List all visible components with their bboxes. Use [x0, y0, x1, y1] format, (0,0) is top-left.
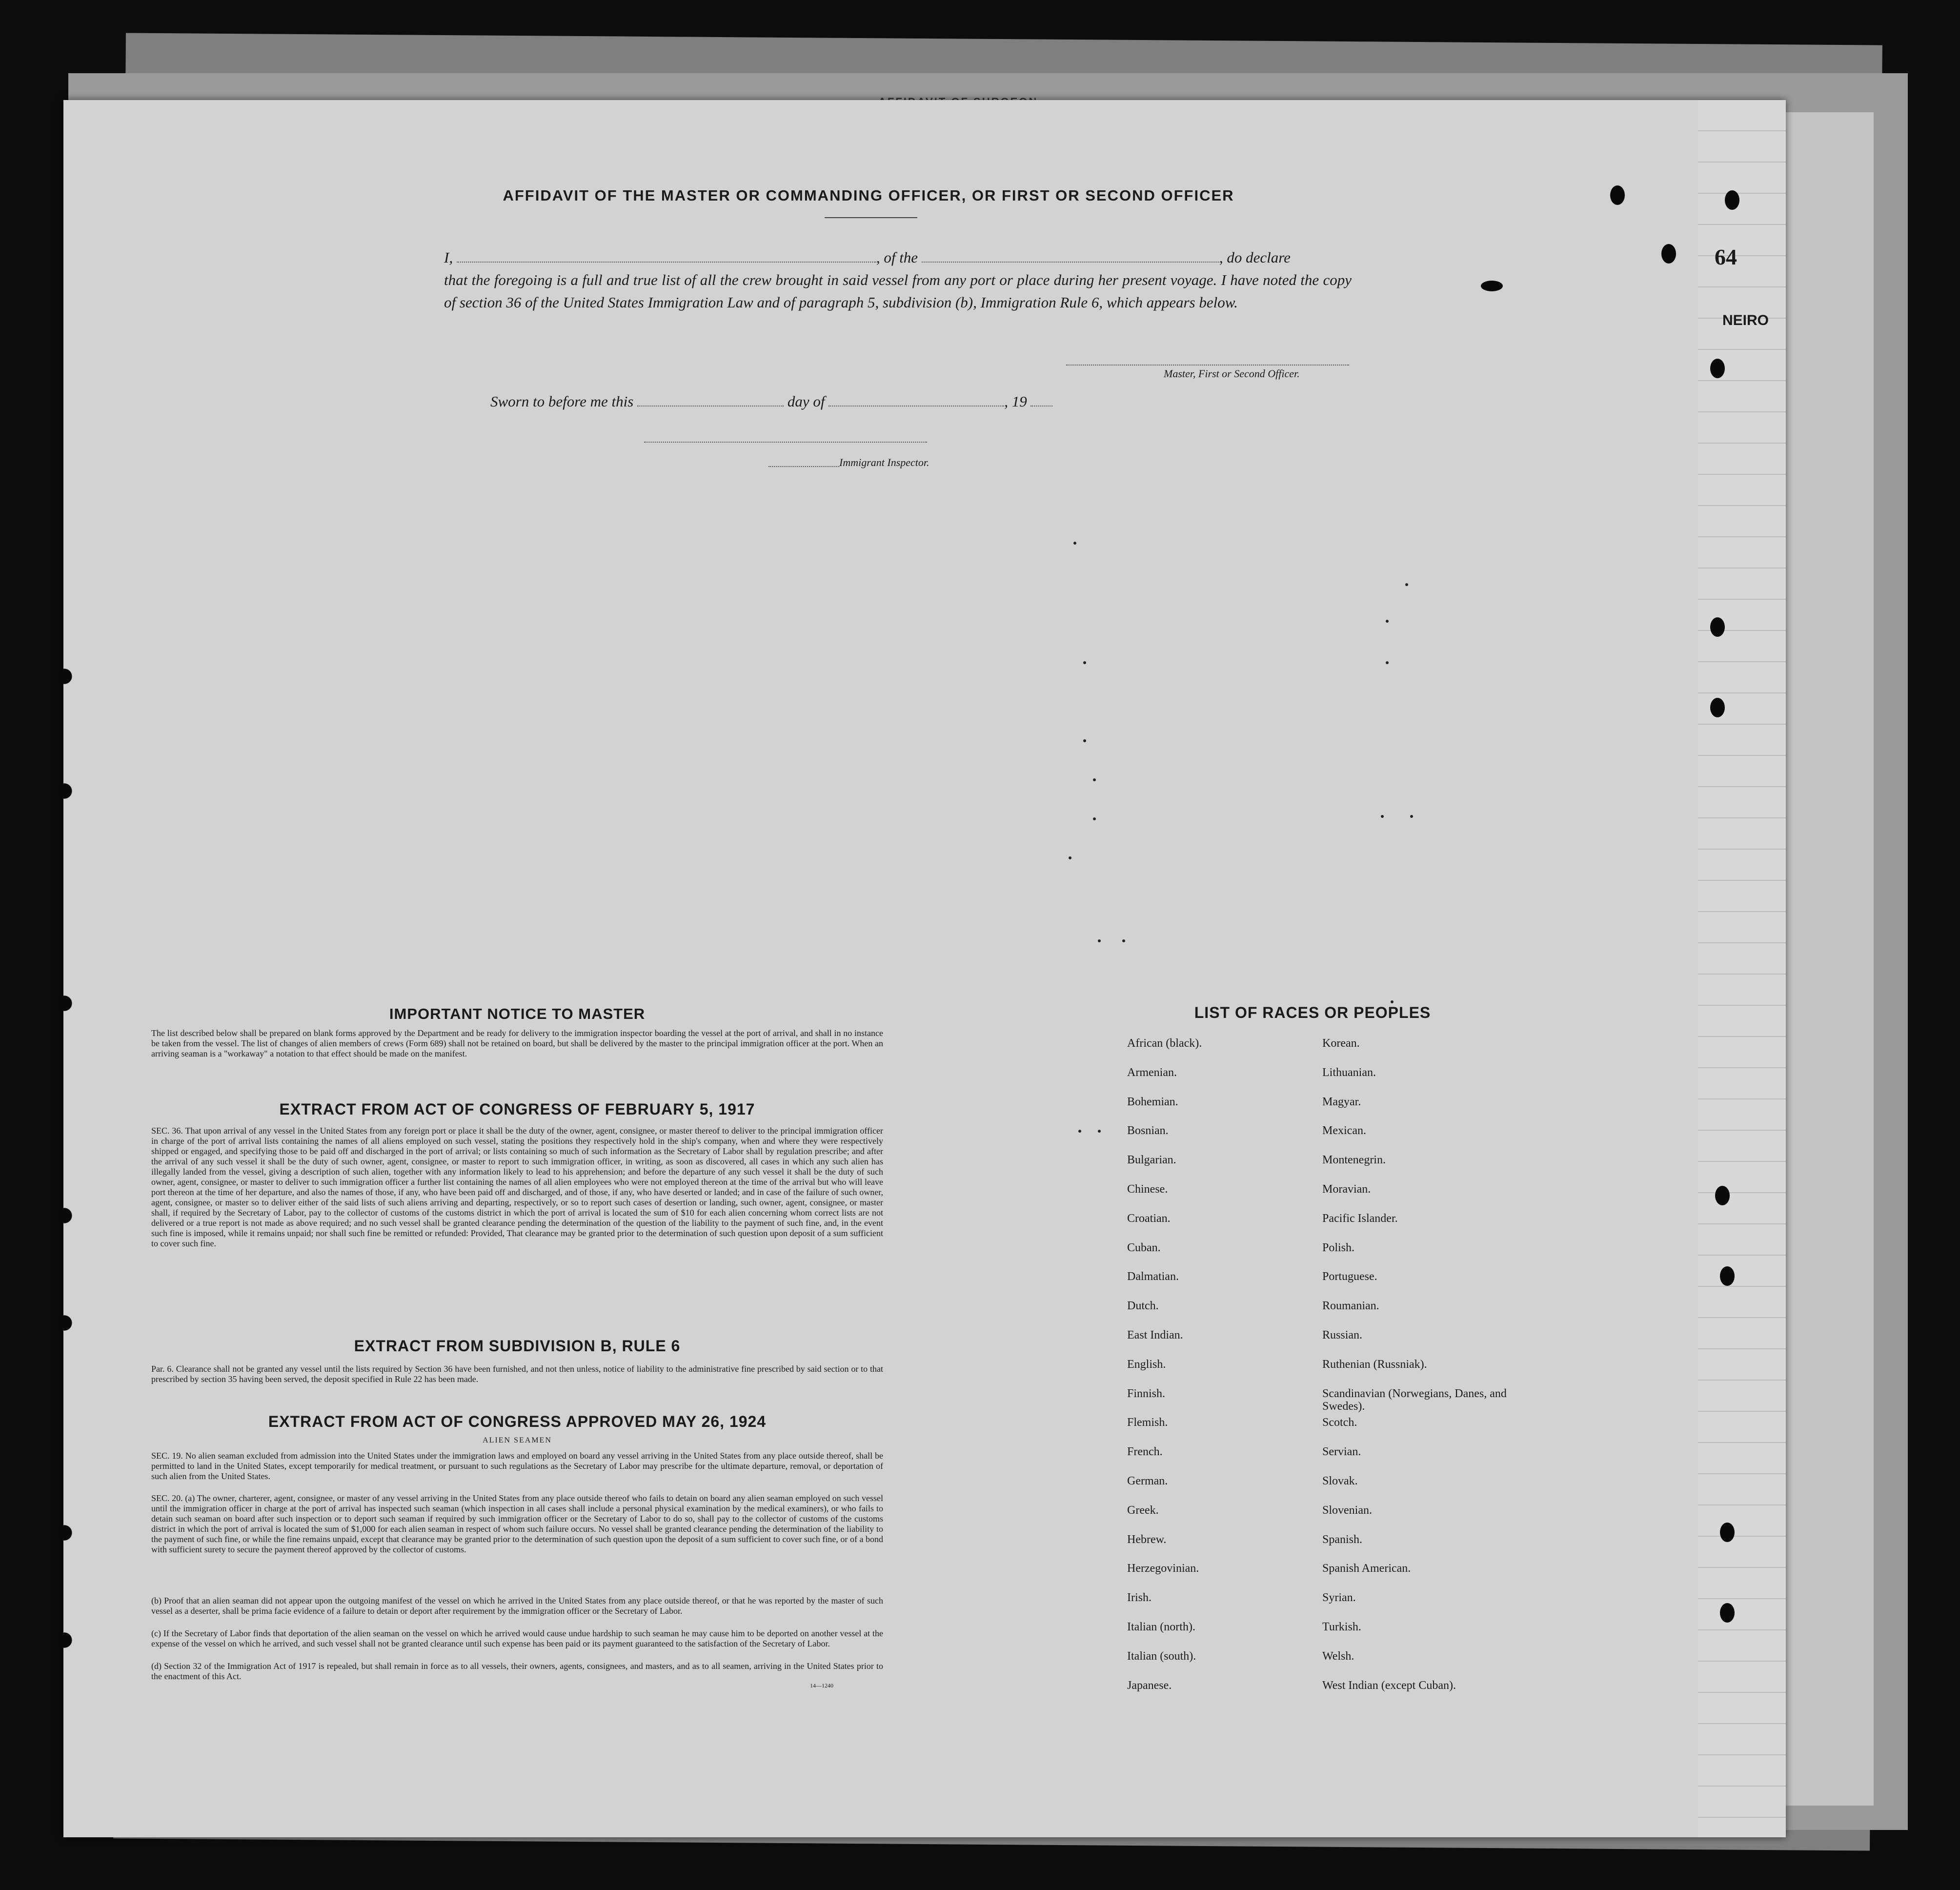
- race-item: East Indian.: [1127, 1328, 1183, 1341]
- affidavit-sheet: [63, 100, 1786, 1837]
- binder-hole-icon: [1710, 617, 1725, 637]
- extract-rule6-text: Par. 6. Clearance shall not be granted any vessel until the lists required by Section 36 have been furnished, and not then unless, notice of liability to the administrative fine prescribed by said section or to that prescribed by section 35 having been served, the deposit specified in Rule 22 has been made.: [151, 1364, 883, 1384]
- race-item: Chinese.: [1127, 1182, 1168, 1196]
- race-item: Flemish.: [1127, 1416, 1168, 1429]
- race-item: Montenegrin.: [1322, 1154, 1386, 1167]
- race-item: Lithuanian.: [1322, 1066, 1376, 1079]
- race-item: Cuban.: [1127, 1241, 1161, 1254]
- race-item: Ruthenian (Russniak).: [1322, 1358, 1427, 1371]
- race-item: Greek.: [1127, 1504, 1159, 1517]
- binder-hole-icon: [1710, 359, 1725, 378]
- race-item: Slovenian.: [1322, 1504, 1372, 1517]
- declarant-label: I,: [444, 249, 453, 266]
- binder-hole-icon: [60, 1313, 73, 1333]
- race-item: Hebrew.: [1127, 1533, 1167, 1546]
- race-item: Magyar.: [1322, 1095, 1361, 1108]
- extract-1917-text: SEC. 36. That upon arrival of any vessel in the United States from any foreign port or place it shall be the duty of the owner, agent, consignee, or master thereof to deliver to the principal immigration officer in charge of the port of arrival lists containing the names of all aliens employed on such vessel, stating the positions they respectively hold in the ship's company, when and where they were respectively shipped or engaged, and specifying those to be paid off and discharged in the port of arrival; or lists containing so much of such information as the Secretary of Labor shall by regulation prescribe; and after the arrival of any such vessel it shall be the duty of such owner, agent, consignee, or master to report to such immigration officer, in writing, as soon as discovered, all cases in which any such alien has illegally landed from the vessel, giving a description of such alien, together with any information likely to lead to his apprehension; and before the departure of any such vessel it shall be the duty of such owner, agent, consignee, or master to deliver to such immigration officer a further list containing the names of all alien employees who were not employed thereon at the time of the arrival but who will leave port thereon at the time of her departure, and also the names of those, if any, who have been paid off and discharged, and of those, if any, who have deserted or landed; and in case of the failure of such owner, agent, consignee, or master so to deliver either of the said lists of such aliens arriving and departing, respectively, or so to report such cases of desertion or landing, such owner, agent, consignee, or master shall, if required by the Secretary of Labor, pay to the collector of customs of the customs district in which the port of arrival is located the sum of $10 for each alien concerning whom correct lists are not delivered or a true report is not made as above required; and no such vessel shall be granted clearance pending the determination of the question of the liability to the payment of such fine, and, in the event such fine is imposed, while it remains unpaid; nor shall such fine be remitted or refunded: Provided, That clearance may be granted prior to the determination of such question upon deposit of a sum sufficient to cover such fine.: [151, 1126, 883, 1248]
- form-number: 14—1240: [810, 1682, 833, 1689]
- master-signature-label: Master, First or Second Officer.: [1164, 367, 1300, 380]
- race-item: Pacific Islander.: [1322, 1212, 1398, 1225]
- declare-label: , do declare: [1219, 249, 1291, 266]
- race-item: Slovak.: [1322, 1474, 1358, 1487]
- binder-hole-icon: [60, 1523, 73, 1543]
- stray-mark: [1098, 939, 1101, 942]
- race-item: Scandinavian (Norwegians, Danes, and Swedes).: [1322, 1387, 1507, 1413]
- binder-hole-icon: [1710, 698, 1725, 717]
- race-item: Croatian.: [1127, 1212, 1171, 1225]
- binder-hole-icon: [1720, 1603, 1735, 1623]
- affidavit-title: AFFIDAVIT OF THE MASTER OR COMMANDING OFFICER, OR FIRST OR SECOND OFFICER: [503, 187, 1234, 204]
- stray-mark: [1386, 661, 1389, 664]
- race-item: Bulgarian.: [1127, 1154, 1176, 1167]
- race-item: Italian (north).: [1127, 1620, 1195, 1633]
- declarant-name-field[interactable]: [457, 262, 876, 263]
- binder-hole-icon: [1725, 190, 1739, 210]
- extract-1924-sec20a: SEC. 20. (a) The owner, charterer, agent, consignee, or master of any vessel arriving in the United States from any place outside thereof who fails to detain on board any alien seaman employed on such vessel until the immigration officer in charge at the port of arrival has inspected such seaman (which inspection in all cases shall include a personal physical examination by the medical examiners), or who fails to detain such seaman on board after such inspection or to deport such seaman if required by such immigration officer or the Secretary of Labor to do so, shall pay to the collector of customs of the customs district in which the port of arrival is located the sum of $1,000 for each alien seaman in respect of whom such failure occurs. No vessel shall be granted clearance pending the determination of the liability to the payment of such fine, or while the fine remains unpaid, except that clearance may be granted prior to the determination of such question upon the deposit of a sum sufficient to cover such fine, or of a bond with sufficient surety to secure the payment thereof approved by the collector of customs.: [151, 1493, 883, 1554]
- vessel-name-field[interactable]: [922, 262, 1219, 263]
- ink-blot: [1481, 281, 1503, 291]
- stray-mark: [1069, 856, 1071, 859]
- year-prefix: , 19: [1004, 393, 1027, 410]
- race-item: Servian.: [1322, 1445, 1361, 1459]
- race-item: Polish.: [1322, 1241, 1355, 1254]
- race-item: Mexican.: [1322, 1124, 1366, 1138]
- race-item: Russian.: [1322, 1328, 1363, 1341]
- sworn-line: [490, 393, 1052, 410]
- race-item: Finnish.: [1127, 1387, 1166, 1400]
- stray-mark: [1410, 815, 1413, 818]
- binder-hole-icon: [1715, 1186, 1730, 1205]
- tab-number: 64: [1715, 244, 1737, 269]
- race-item: Dalmatian.: [1127, 1270, 1179, 1283]
- race-item: Armenian.: [1127, 1066, 1177, 1079]
- binder-hole-icon: [60, 1630, 73, 1650]
- binder-hole-icon: [1720, 1523, 1735, 1542]
- race-item: Portuguese.: [1322, 1270, 1377, 1283]
- race-item: Spanish.: [1322, 1533, 1363, 1546]
- inspector-signature-label: Immigrant Inspector.: [839, 456, 929, 468]
- race-item: Japanese.: [1127, 1679, 1172, 1692]
- binder-hole-icon: [60, 1205, 73, 1226]
- stray-mark: [1098, 1130, 1101, 1133]
- notice-text: The list described below shall be prepared on blank forms approved by the Department and be ready for delivery to the immigration inspector boarding the vessel at the port of arrival, and shall in no instance be taken from the vessel. The list of changes of alien members of crews (Form 689) shall not be retained on board, but shall be delivered by the master to the principal immigration officer at the port. When an arriving seaman is a "workaway" a notation to that effect should be made on the manifest.: [151, 1028, 883, 1058]
- binder-hole-icon: [1661, 244, 1676, 264]
- race-item: Bosnian.: [1127, 1124, 1169, 1138]
- tab-word: NEIRO: [1722, 312, 1769, 328]
- stray-mark: [1093, 778, 1096, 781]
- race-item: Herzegovinian.: [1127, 1562, 1199, 1575]
- extract-1924-title: EXTRACT FROM ACT OF CONGRESS APPROVED MAY 26, 1924: [268, 1413, 767, 1430]
- stray-mark: [1083, 739, 1086, 742]
- race-item: Italian (south).: [1127, 1649, 1196, 1663]
- stray-mark: [1386, 620, 1389, 623]
- race-item: Moravian.: [1322, 1182, 1371, 1196]
- inspector-signature-line[interactable]: [644, 442, 927, 443]
- extract-1917-title: EXTRACT FROM ACT OF CONGRESS OF FEBRUARY 5, 1917: [279, 1100, 755, 1118]
- binder-hole-icon: [1720, 1266, 1735, 1286]
- ruled-strip: [1698, 100, 1786, 1837]
- extract-1924-sec20d: (d) Section 32 of the Immigration Act of 1917 is repealed, but shall remain in force as to all vessels, their owners, agents, consignees, and masters, and as to all seamen, arriving in the United States prior to the enactment of this Act.: [151, 1661, 883, 1681]
- affidavit-body: that the foregoing is a full and true list of all the crew brought in said vessel from any port or place during her present voyage. I have noted the copy of section 36 of the United States Immigration Law and of paragraph 5, subdivision (b), Immigration Rule 6, which appears below.: [444, 271, 1352, 311]
- inspector-signature-short-line: [768, 466, 839, 467]
- stray-mark: [1078, 1130, 1081, 1133]
- races-title: LIST OF RACES OR PEOPLES: [1194, 1004, 1431, 1021]
- race-item: French.: [1127, 1445, 1163, 1459]
- binder-hole-icon: [60, 993, 73, 1014]
- stray-mark: [1405, 583, 1408, 586]
- extract-1924-sec20b: (b) Proof that an alien seaman did not appear upon the outgoing manifest of the vessel on which he arrived in the United States from any place outside thereof, or that he was reported by the master of such vessel as a deserter, shall be prima facie evidence of a failure to detain or deport after requirement by the immigration officer or the Secretary of Labor.: [151, 1596, 883, 1616]
- declaration-line: [444, 246, 1352, 269]
- extract-rule6-title: EXTRACT FROM SUBDIVISION B, RULE 6: [354, 1337, 681, 1355]
- day-of-label: day of: [787, 393, 825, 410]
- race-item: Turkish.: [1322, 1620, 1361, 1633]
- race-item: Scotch.: [1322, 1416, 1357, 1429]
- race-item: West Indian (except Cuban).: [1322, 1679, 1456, 1692]
- master-signature-line[interactable]: [1066, 365, 1349, 366]
- binder-hole-icon: [60, 781, 73, 801]
- sworn-label: Sworn to before me this: [490, 393, 634, 410]
- stray-mark: [1073, 542, 1076, 545]
- extract-1924-subtitle: ALIEN SEAMEN: [483, 1436, 552, 1444]
- binder-hole-icon: [60, 666, 73, 687]
- race-item: Roumanian.: [1322, 1300, 1379, 1313]
- race-item: African (black).: [1127, 1037, 1202, 1050]
- race-item: German.: [1127, 1474, 1168, 1487]
- race-item: English.: [1127, 1358, 1166, 1371]
- race-item: Syrian.: [1322, 1591, 1356, 1605]
- stray-mark: [1391, 1000, 1394, 1003]
- race-item: Dutch.: [1127, 1300, 1159, 1313]
- race-item: Bohemian.: [1127, 1095, 1178, 1108]
- notice-title: IMPORTANT NOTICE TO MASTER: [389, 1005, 646, 1022]
- stray-mark: [1122, 939, 1125, 942]
- race-item: Welsh.: [1322, 1649, 1354, 1663]
- races-right-column: [1322, 1037, 1527, 1708]
- race-item: Spanish American.: [1322, 1562, 1411, 1575]
- title-rule: [825, 217, 917, 218]
- race-item: Korean.: [1322, 1037, 1360, 1050]
- extract-1924-sec20c: (c) If the Secretary of Labor finds that deportation of the alien seaman on the vessel on which he arrived would cause undue hardship to such seaman he may cause him to be deported on another vessel at the expense of the vessel on which he arrived, and such vessel shall not be granted clearance until such expense has been paid or its payment guaranteed to the satisfaction of the Secretary of Labor.: [151, 1628, 883, 1648]
- races-left-column: [1127, 1037, 1313, 1708]
- race-item: Irish.: [1127, 1591, 1152, 1605]
- extract-1924-sec19: SEC. 19. No alien seaman excluded from admission into the United States under the immigration laws and employed on board any vessel arriving in the United States from any place outside thereof, shall be permitted to land in the United States, except temporarily for medical treatment, or pursuant to such regulations as the Secretary of Labor may prescribe for the ultimate departure, removal, or deportation of such alien from the United States.: [151, 1451, 883, 1481]
- stray-mark: [1083, 661, 1086, 664]
- of-the-label: , of the: [876, 249, 918, 266]
- stray-mark: [1093, 817, 1096, 820]
- stray-mark: [1381, 815, 1384, 818]
- binder-hole-icon: [1610, 185, 1625, 205]
